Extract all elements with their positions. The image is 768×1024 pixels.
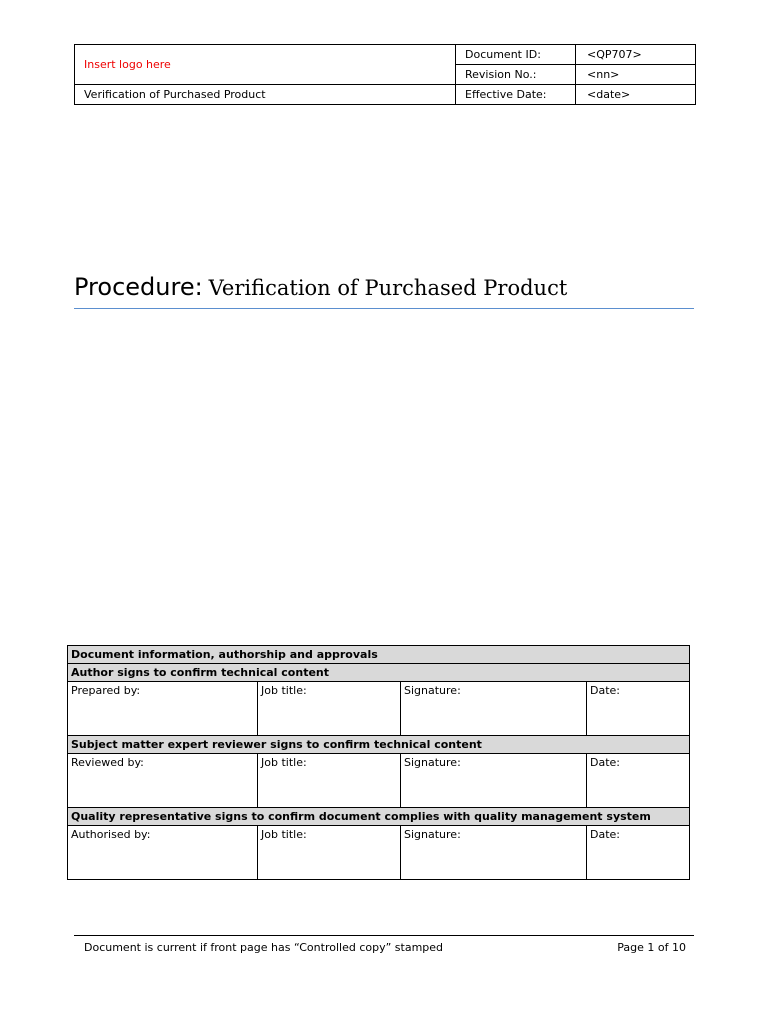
reviewer-section-heading: Subject matter expert reviewer signs to confirm technical content [68, 736, 690, 754]
controlled-copy-note: Document is current if front page has “Controlled copy” stamped [84, 941, 444, 954]
document-header-table [74, 44, 696, 105]
doc-id-label: Document ID: [456, 45, 576, 65]
page-title [74, 273, 694, 309]
revision-label: Revision No.: [456, 65, 576, 85]
author-signature-field[interactable]: Signature: [401, 682, 587, 736]
effective-date-value: <date> [576, 85, 696, 105]
reviewer-signature-field[interactable]: Signature: [401, 754, 587, 808]
author-date-field[interactable]: Date: [587, 682, 690, 736]
approvals-heading: Document information, authorship and approvals [68, 646, 690, 664]
effective-date-label: Effective Date: [456, 85, 576, 105]
reviewer-job-title-field[interactable]: Job title: [258, 754, 401, 808]
prepared-by-field[interactable]: Prepared by: [68, 682, 258, 736]
page-footer [74, 935, 694, 954]
quality-section-heading: Quality representative signs to confirm document complies with quality management system [68, 808, 690, 826]
procedure-title: Verification of Purchased Product [208, 276, 568, 300]
approvals-table [67, 645, 690, 880]
author-section-heading: Author signs to confirm technical content [68, 664, 690, 682]
page-number: Page 1 of 10 [617, 941, 686, 954]
quality-date-field[interactable]: Date: [587, 826, 690, 880]
procedure-label: Procedure: [74, 273, 203, 301]
revision-value: <nn> [576, 65, 696, 85]
quality-job-title-field[interactable]: Job title: [258, 826, 401, 880]
header-document-title: Verification of Purchased Product [75, 85, 456, 105]
reviewed-by-field[interactable]: Reviewed by: [68, 754, 258, 808]
quality-signature-field[interactable]: Signature: [401, 826, 587, 880]
doc-id-value: <QP707> [576, 45, 696, 65]
logo-placeholder: Insert logo here [75, 45, 456, 85]
reviewer-date-field[interactable]: Date: [587, 754, 690, 808]
author-job-title-field[interactable]: Job title: [258, 682, 401, 736]
authorised-by-field[interactable]: Authorised by: [68, 826, 258, 880]
